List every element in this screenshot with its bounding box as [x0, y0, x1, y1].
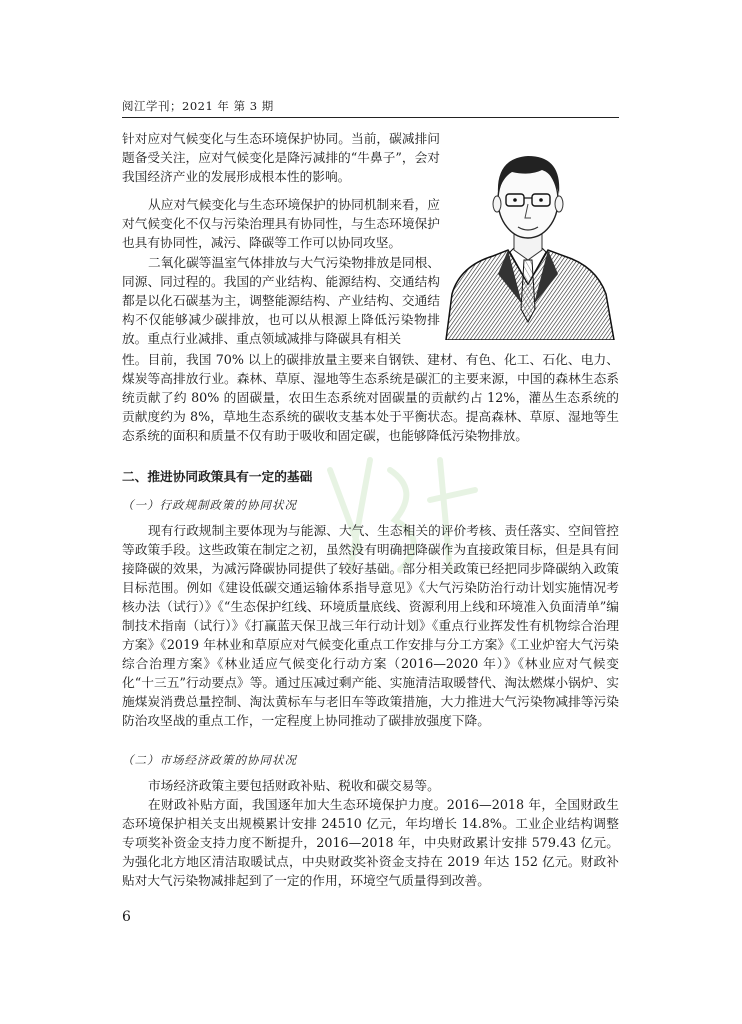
paragraph-admin-policy: 现有行政规制主要体现为与能源、大气、生态相关的评价考核、责任落实、空间管控等政策手段。这些政策在制定之初，虽然没有明确把降碳作为直接政策目标，但是具有间接降碳的效果，为减污降碳协同提供了较好基础。部分相关政策已经把同步降碳纳入政策目标范围。例如《建设低碳交通运输体系指导意见》《大气污染防治行动计划实施情况考核办法（试行）》《“生态保护红线、环境质量底线、资源利用上线和环境准入负面清单”编制技术指南（试行）》《打赢蓝天保卫战三年行动计划》《重点行业挥发性有机物综合治理方案》《2019 年林业和草原应对气候变化重点工作安排与分工方案》《工业炉窑大气污染综合治理方案》《林业适应气候变化行动方案（2016—2020 年）》《林业应对气候变化“十三五”行动要点》等。通过压减过剩产能、实施清洁取暖替代、淘汰燃煤小锅炉、实施煤炭消费总量控制、淘汰黄标车与老旧车等政策措施，大力推进大气污染物减排等污染防治攻坚战的重点工作，一定程度上协同推动了碳排放强度下降。 — [122, 523, 619, 728]
paragraph-fiscal-subsidy: 在财政补贴方面，我国逐年加大生态环境保护力度。2016—2018 年，全国财政生态环境保护相关支出规模累计安排 24510 亿元，年均增长 14.8%。工业企业结构调整专项奖补资金支持力度不断提升，2016—2018 年，中央财政累计安排 579.43 亿元。为强化北方地区清洁取暖试点，中央财政奖补资金支持在 2019 年达 152 亿元。财政补贴对大气污染物减排起到了一定的作用，环境空气质量得到改善。 — [122, 797, 619, 888]
page-number: 6 — [122, 909, 131, 925]
paragraph-mechanism: 从应对气候变化与生态环境保护的协同机制来看，应对气候变化不仅与污染治理具有协同性，与生态环境保护也具有协同性，减污、降碳等工作可以协同攻坚。 — [122, 197, 440, 250]
paragraph-co2-continued: 性。目前，我国 70% 以上的碳排放量主要来自钢铁、建材、有色、化工、石化、电力、煤炭等高排放行业。森林、草原、湿地等生态系统是碳汇的主要来源，中国的森林生态系统贡献了约 80% 的固碳量，农田生态系统对固碳量的贡献约占 12%，灌丛生态系统的贡献度约为 8%，草地生态系统的碳收支基本处于平衡状态。提高森林、草原、湿地等生态系统的面积和质量不仅有助于吸收和固定碳，也能够降低污染物排放。 — [122, 352, 619, 443]
year-issue: 2021 年 第 3 期 — [182, 99, 274, 113]
subsection-heading-market: （二）市场经济政策的协同状况 — [122, 753, 297, 767]
section-heading: 二、推进协同政策具有一定的基础 — [122, 469, 313, 484]
paragraph-market-intro: 市场经济政策主要包括财政补贴、税收和碳交易等。 — [148, 778, 440, 793]
author-portrait — [438, 134, 619, 340]
subsection-heading-admin: （一）行政规制政策的协同状况 — [122, 498, 297, 512]
header-rule — [122, 117, 619, 118]
paragraph-co2-start: 二氧化碳等温室气体排放与大气污染物排放是同根、同源、同过程的。我国的产业结构、能源结构、交通结构都是以化石碳基为主，调整能源结构、产业结构、交通结构不仅能够减少碳排放，也可以从根源上降低污染物排放。重点行业减排、重点领域减排与降碳具有相关 — [122, 255, 440, 346]
paragraph-intro: 针对应对气候变化与生态环境保护协同。当前，碳减排问题备受关注，应对气候变化是降污减排的“牛鼻子”，会对我国经济产业的发展形成根本性的影响。 — [122, 131, 440, 184]
running-header: 阅江学刊；2021 年 第 3 期 — [122, 99, 274, 113]
journal-name: 阅江学刊 — [122, 99, 170, 113]
